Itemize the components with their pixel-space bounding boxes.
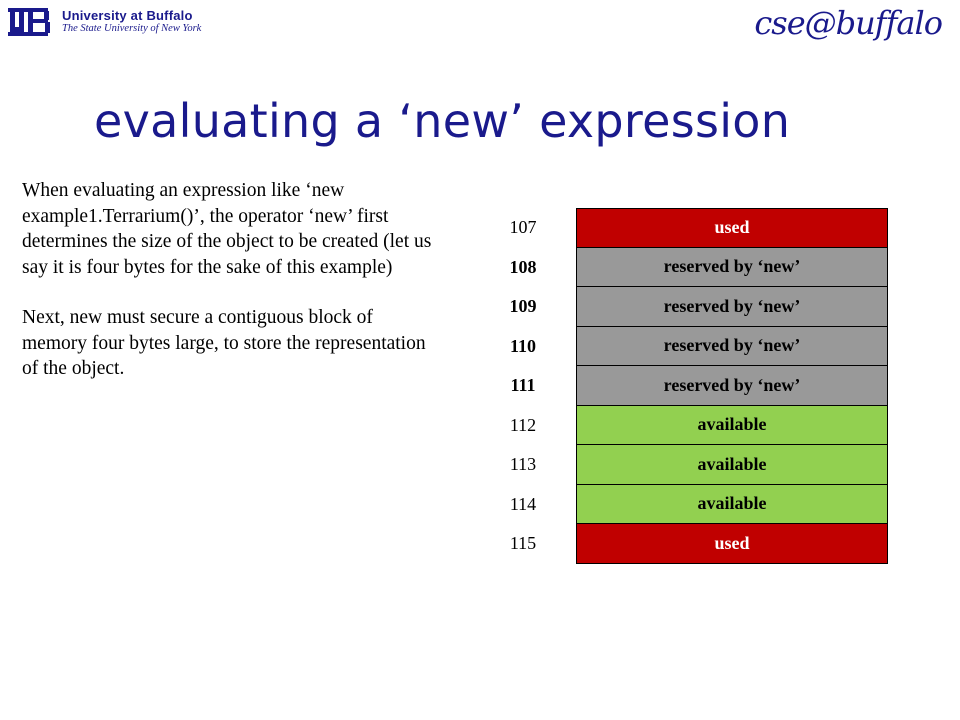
memory-row bbox=[470, 485, 888, 525]
memory-address: 107 bbox=[509, 217, 537, 238]
ub-logo-name: University at Buffalo bbox=[62, 8, 193, 24]
memory-row bbox=[470, 327, 888, 367]
paragraph-1: When evaluating an expression like ‘new example1.Terrarium()’, the operator ‘new’ first determines the size of the object to be created (let us say it is four bytes for the sake of this example) bbox=[22, 180, 432, 278]
memory-cell: available bbox=[576, 406, 888, 446]
memory-row bbox=[470, 208, 888, 248]
memory-cell: reserved by ‘new’ bbox=[576, 248, 888, 288]
ub-logo bbox=[8, 8, 201, 36]
memory-address: 115 bbox=[509, 533, 537, 554]
memory-cell: reserved by ‘new’ bbox=[576, 327, 888, 367]
memory-cell: reserved by ‘new’ bbox=[576, 366, 888, 406]
memory-row bbox=[470, 445, 888, 485]
memory-address: 109 bbox=[509, 296, 537, 317]
slide-body bbox=[22, 178, 442, 382]
ub-logo-subtitle: The State University of New York bbox=[62, 23, 202, 35]
memory-cell: used bbox=[576, 208, 888, 248]
memory-cell: used bbox=[576, 524, 888, 564]
memory-row bbox=[470, 406, 888, 446]
memory-address: 110 bbox=[509, 335, 536, 356]
memory-row bbox=[470, 248, 888, 288]
memory-cell: available bbox=[576, 445, 888, 485]
paragraph-2: Next, new must secure a contiguous block of memory four bytes large, to store the representation of the object. bbox=[22, 307, 426, 379]
memory-address: 114 bbox=[509, 493, 537, 514]
memory-table bbox=[470, 208, 888, 564]
memory-row bbox=[470, 524, 888, 564]
memory-row bbox=[470, 287, 888, 327]
ub-monogram-icon bbox=[8, 8, 54, 36]
memory-cell: reserved by ‘new’ bbox=[576, 287, 888, 327]
memory-address: 108 bbox=[509, 256, 537, 277]
memory-address: 113 bbox=[509, 454, 537, 475]
memory-row bbox=[470, 366, 888, 406]
memory-address: 111 bbox=[510, 375, 536, 396]
cse-buffalo-logo: cse@buffalo bbox=[754, 4, 942, 42]
slide-title: evaluating a ‘new’ expression bbox=[94, 94, 791, 148]
memory-address: 112 bbox=[509, 414, 537, 435]
memory-cell: available bbox=[576, 485, 888, 525]
